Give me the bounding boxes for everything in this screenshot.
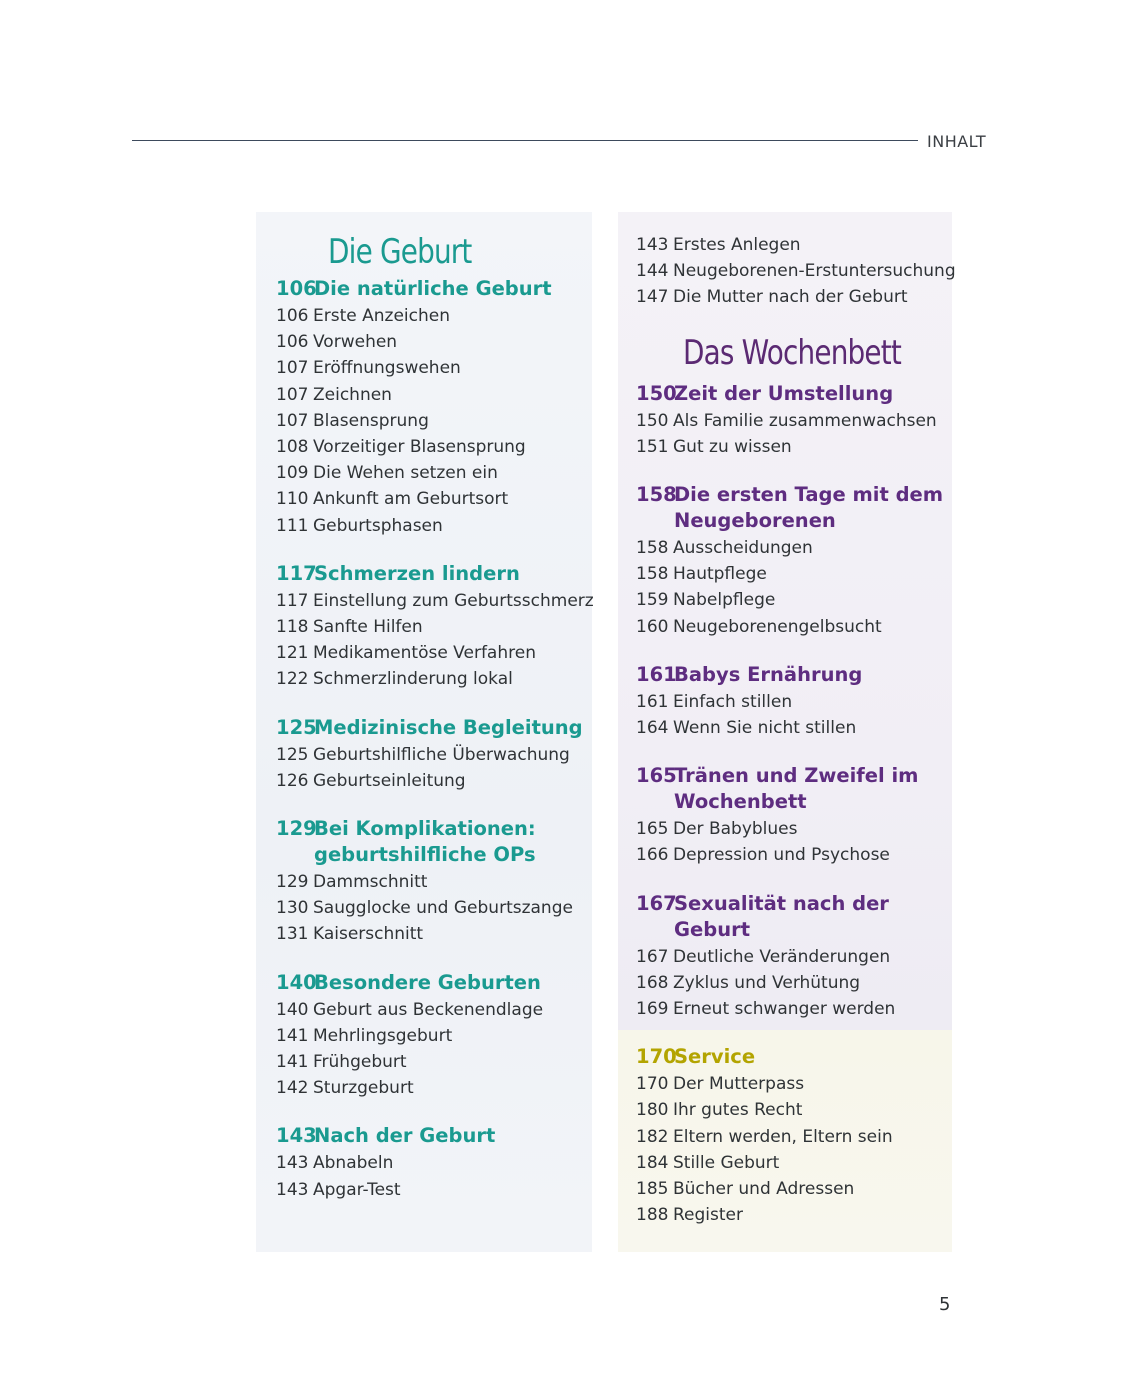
- entry-title: Eröffnungswehen: [313, 358, 461, 379]
- toc-entry[interactable]: [276, 355, 592, 381]
- chapter-heading[interactable]: [636, 381, 952, 407]
- entry-page-number: 109: [276, 463, 309, 484]
- chapter-heading[interactable]: [276, 1123, 592, 1149]
- chapter-page-number: 161: [636, 662, 677, 686]
- entry-title: Register: [673, 1205, 743, 1226]
- chapter-group: [636, 662, 952, 741]
- chapter-title: Die ersten Tage mit dem Neugeborenen: [674, 483, 944, 533]
- entry-title: Wenn Sie nicht stillen: [673, 718, 857, 739]
- entry-title: Vorzeitiger Blasensprung: [313, 437, 526, 458]
- entry-page-number: 151: [636, 436, 669, 457]
- entry-title: Depression und Psychose: [673, 845, 890, 866]
- chapter-heading[interactable]: [636, 891, 952, 943]
- entry-title: Der Mutterpass: [673, 1074, 805, 1095]
- entry-page-number: 144: [636, 261, 669, 282]
- chapter-group: [276, 715, 592, 794]
- entry-page-number: 182: [636, 1126, 669, 1147]
- toc-entry[interactable]: [276, 460, 592, 486]
- entry-title: Geburtshilfliche Überwachung: [313, 744, 570, 765]
- chapter-title: Service: [674, 1045, 756, 1069]
- entry-title: Geburtsphasen: [313, 515, 443, 536]
- chapter-heading[interactable]: [276, 276, 592, 302]
- chapter-title: Zeit der Umstellung: [674, 381, 894, 405]
- toc-entry[interactable]: [276, 382, 592, 408]
- toc-entry[interactable]: [636, 434, 952, 460]
- toc-entry[interactable]: [276, 895, 592, 921]
- entry-title: Hautpflege: [673, 564, 767, 585]
- entry-page-number: 168: [636, 972, 669, 993]
- toc-entry[interactable]: [636, 689, 952, 715]
- toc-entry[interactable]: [276, 1150, 592, 1176]
- toc-entry[interactable]: [636, 587, 952, 613]
- section-label: INHALT: [927, 132, 987, 151]
- entry-title: Als Familie zusammenwachsen: [673, 410, 937, 431]
- chapter-page-number: 143: [276, 1124, 317, 1148]
- chapter-page-number: 158: [636, 483, 677, 507]
- entry-title: Zyklus und Verhütung: [673, 972, 861, 993]
- page-number: 5: [939, 1294, 951, 1315]
- entry-page-number: 143: [636, 235, 669, 255]
- toc-entry[interactable]: [276, 1177, 592, 1203]
- toc-entry[interactable]: [636, 284, 952, 310]
- entry-page-number: 140: [276, 999, 309, 1020]
- entry-title: Bücher und Adressen: [673, 1179, 855, 1200]
- entry-title: Erstes Anlegen: [673, 235, 801, 255]
- toc-entry[interactable]: [276, 1075, 592, 1101]
- entry-title: Zeichnen: [313, 384, 392, 405]
- entry-page-number: 188: [636, 1205, 669, 1226]
- chapter-title: Sexualität nach der Geburt: [674, 891, 889, 941]
- entry-page-number: 126: [276, 770, 309, 791]
- chapter-group: [636, 381, 952, 460]
- toc-column-postpartum: [618, 212, 956, 1252]
- toc-entry[interactable]: [276, 742, 592, 768]
- chapter-title: Tränen und Zweifel im Wochenbett: [674, 764, 919, 814]
- toc-entry[interactable]: [636, 232, 952, 258]
- entry-title: Ankunft am Geburtsort: [313, 489, 509, 510]
- entry-title: Ausscheidungen: [673, 538, 813, 559]
- toc-entry[interactable]: [636, 1071, 952, 1097]
- entry-page-number: 110: [276, 489, 309, 510]
- part-title-postpartum: Das Wochenbett: [683, 332, 901, 373]
- chapter-group: [636, 763, 952, 868]
- toc-entry[interactable]: [276, 434, 592, 460]
- chapter-heading[interactable]: [636, 1044, 952, 1070]
- chapter-title: Babys Ernährung: [674, 662, 863, 686]
- entry-title: Der Babyblues: [673, 819, 798, 840]
- entry-page-number: 160: [636, 616, 669, 637]
- chapter-title: Bei Komplikationen: geburtshilfliche OPs: [314, 817, 536, 867]
- entry-page-number: 142: [276, 1078, 309, 1099]
- toc-entry[interactable]: [276, 666, 592, 692]
- chapter-list: [276, 276, 592, 1203]
- entry-page-number: 111: [276, 515, 309, 536]
- chapter-heading[interactable]: [276, 970, 592, 996]
- toc-entry[interactable]: [636, 816, 952, 842]
- toc-entry[interactable]: [276, 329, 592, 355]
- entry-title: Geburtseinleitung: [313, 770, 466, 791]
- entry-page-number: 117: [276, 590, 309, 611]
- entry-page-number: 141: [276, 1025, 309, 1046]
- chapter-title: Medizinische Begleitung: [314, 715, 583, 739]
- toc-entry[interactable]: [276, 869, 592, 895]
- entry-page-number: 106: [276, 306, 309, 326]
- toc-entry[interactable]: [636, 715, 952, 741]
- part-title-birth: Die Geburt: [328, 232, 472, 272]
- toc-entry[interactable]: [636, 1150, 952, 1176]
- chapter-group: [276, 561, 592, 693]
- chapter-page-number: 125: [276, 715, 317, 739]
- chapter-page-number: 167: [636, 891, 677, 915]
- toc-entry[interactable]: [276, 1049, 592, 1075]
- entry-title: Saugglocke und Geburtszange: [313, 898, 573, 919]
- entry-title: Ihr gutes Recht: [673, 1100, 803, 1121]
- entry-page-number: 158: [636, 538, 669, 559]
- entry-title: Dammschnitt: [313, 872, 428, 893]
- chapter-page-number: 140: [276, 970, 317, 994]
- chapter-list: [636, 381, 952, 1023]
- toc-entry[interactable]: [636, 1202, 952, 1228]
- entry-title: Eltern werden, Eltern sein: [673, 1126, 893, 1147]
- chapter-group: [276, 1123, 592, 1202]
- toc-entry[interactable]: [276, 640, 592, 666]
- entry-page-number: 164: [636, 718, 669, 739]
- entry-title: Sturzgeburt: [313, 1078, 414, 1099]
- chapter-group: [276, 816, 592, 948]
- entry-page-number: 141: [276, 1052, 309, 1073]
- chapter-heading[interactable]: [636, 763, 952, 815]
- toc-column-birth: [256, 212, 592, 1252]
- entry-title: Geburt aus Beckenendlage: [313, 999, 544, 1020]
- entry-title: Die Wehen setzen ein: [313, 463, 498, 484]
- entry-title: Schmerzlinderung lokal: [313, 669, 513, 690]
- entry-page-number: 161: [636, 691, 669, 712]
- entry-page-number: 121: [276, 643, 309, 664]
- entry-title: Die Mutter nach der Geburt: [673, 287, 908, 308]
- toc-entry[interactable]: [636, 842, 952, 868]
- chapter-heading[interactable]: [636, 662, 952, 688]
- chapter-title: Die natürliche Geburt: [314, 277, 552, 300]
- entry-page-number: 129: [276, 872, 309, 893]
- chapter-heading[interactable]: [276, 715, 592, 741]
- entry-page-number: 185: [636, 1179, 669, 1200]
- toc-entry[interactable]: [636, 535, 952, 561]
- entry-title: Nabelpflege: [673, 590, 776, 611]
- toc-entry[interactable]: [636, 614, 952, 640]
- toc-entry[interactable]: [636, 1176, 952, 1202]
- toc-entry[interactable]: [636, 408, 952, 434]
- chapter-heading[interactable]: [276, 561, 592, 587]
- entry-page-number: 169: [636, 999, 669, 1020]
- entry-title: Vorwehen: [313, 332, 398, 353]
- entry-page-number: 107: [276, 358, 309, 379]
- entry-page-number: 158: [636, 564, 669, 585]
- entry-page-number: 147: [636, 287, 669, 308]
- toc-entry[interactable]: [276, 614, 592, 640]
- entry-page-number: 131: [276, 924, 309, 945]
- entry-page-number: 106: [276, 332, 309, 353]
- toc-entry[interactable]: [276, 513, 592, 539]
- chapter-page-number: 165: [636, 764, 677, 788]
- entry-title: Stille Geburt: [673, 1152, 780, 1173]
- chapter-page-number: 129: [276, 817, 317, 841]
- chapter-heading[interactable]: [636, 482, 952, 534]
- entry-title: Apgar-Test: [313, 1179, 401, 1200]
- entry-title: Einfach stillen: [673, 691, 793, 712]
- chapter-page-number: 170: [636, 1045, 677, 1069]
- entry-page-number: 150: [636, 410, 669, 431]
- entry-page-number: 122: [276, 669, 309, 690]
- toc-entry[interactable]: [276, 1023, 592, 1049]
- entry-page-number: 180: [636, 1100, 669, 1121]
- entry-title: Neugeborenengelbsucht: [673, 616, 882, 637]
- entry-page-number: 118: [276, 617, 309, 638]
- entry-page-number: 107: [276, 384, 309, 405]
- toc-entry[interactable]: [276, 921, 592, 947]
- entry-page-number: 170: [636, 1074, 669, 1095]
- entry-title: Sanfte Hilfen: [313, 617, 423, 638]
- entry-page-number: 166: [636, 845, 669, 866]
- chapter-group: [276, 276, 592, 539]
- entry-page-number: 159: [636, 590, 669, 611]
- toc-entry[interactable]: [636, 996, 952, 1022]
- chapter-page-number: 106: [276, 277, 317, 300]
- chapter-group: [636, 891, 952, 1023]
- toc-entry[interactable]: [276, 588, 592, 614]
- entry-page-number: 184: [636, 1152, 669, 1173]
- toc-entry[interactable]: [636, 1124, 952, 1150]
- chapter-title: Nach der Geburt: [314, 1124, 496, 1148]
- entry-title: Frühgeburt: [313, 1052, 407, 1073]
- continued-entries: [636, 232, 956, 311]
- entry-page-number: 165: [636, 819, 669, 840]
- chapter-title: Besondere Geburten: [314, 970, 541, 994]
- toc-entry[interactable]: [276, 408, 592, 434]
- chapter-group: [636, 482, 952, 640]
- toc-entry[interactable]: [636, 258, 956, 284]
- entry-page-number: 143: [276, 1179, 309, 1200]
- entry-title: Abnabeln: [313, 1153, 394, 1174]
- entry-title: Neugeborenen-Erstuntersuchung: [673, 261, 956, 282]
- entry-page-number: 167: [636, 946, 669, 967]
- header-rule: [132, 140, 918, 141]
- entry-page-number: 107: [276, 410, 309, 431]
- chapter-heading[interactable]: [276, 816, 592, 868]
- entry-title: Erste Anzeichen: [313, 306, 450, 326]
- chapter-page-number: 117: [276, 561, 317, 585]
- entry-title: Gut zu wissen: [673, 436, 792, 457]
- toc-entry[interactable]: [636, 944, 952, 970]
- entry-page-number: 108: [276, 437, 309, 458]
- entry-title: Mehrlingsgeburt: [313, 1025, 453, 1046]
- chapter-title: Schmerzen lindern: [314, 561, 520, 585]
- entry-page-number: 125: [276, 744, 309, 765]
- entry-title: Blasensprung: [313, 410, 429, 431]
- toc-entry[interactable]: [276, 486, 592, 512]
- toc-entry[interactable]: [276, 997, 592, 1023]
- entry-page-number: 130: [276, 898, 309, 919]
- toc-entry[interactable]: [276, 768, 592, 794]
- toc-entry[interactable]: [276, 303, 592, 329]
- chapter-page-number: 150: [636, 381, 677, 405]
- toc-entry[interactable]: [636, 1097, 952, 1123]
- entry-page-number: 143: [276, 1153, 309, 1174]
- entry-title: Deutliche Veränderungen: [673, 946, 891, 967]
- entry-title: Erneut schwanger werden: [673, 999, 896, 1020]
- toc-entry[interactable]: [636, 970, 952, 996]
- chapter-group: [276, 970, 592, 1102]
- entry-title: Kaiserschnitt: [313, 924, 424, 945]
- chapter-group: [636, 1044, 952, 1228]
- toc-entry[interactable]: [636, 561, 952, 587]
- entry-title: Medikamentöse Verfahren: [313, 643, 536, 664]
- entry-title: Einstellung zum Geburtsschmerz: [313, 590, 594, 611]
- service-section: [636, 1044, 952, 1228]
